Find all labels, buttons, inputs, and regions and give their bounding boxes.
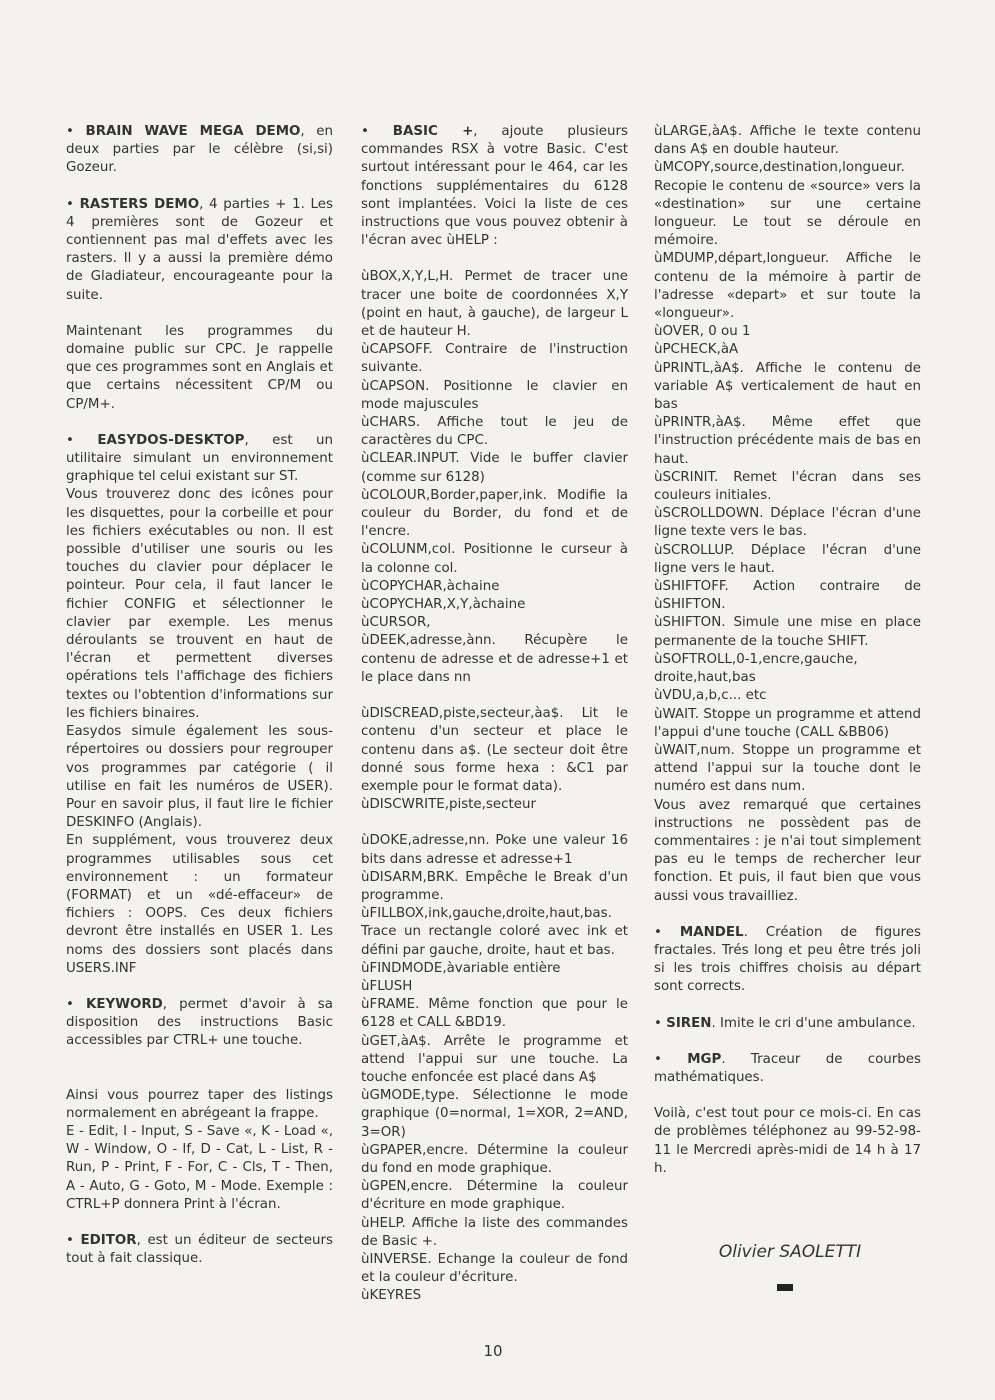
rsx-entry: ùFRAME. Même fonction que pour le 6128 et CALL &BD19. — [361, 997, 628, 1031]
item-text: , est un éditeur de secteurs tout à fait classique. — [66, 1232, 333, 1267]
rsx-entry: ùSHIFTON. Simule une mise en place permanente de la touche SHIFT. — [654, 615, 921, 649]
rsx-entry: ùPCHECK,àA — [654, 342, 739, 358]
rsx-entry: ùFILLBOX,ink,gauche,droite,haut,bas. Trace un rectangle coloré avec ink et défini par gauche, droite, haut et bas. — [361, 906, 628, 958]
paragraph-editor — [66, 1232, 333, 1268]
paragraph-commentaires: Vous avez remarqué que certaines instructions ne possèdent pas de commentaires : je n'ai tout simplement pas eu le temps de rechercher leur fonction. Et puis, il faut bien que vous aussi vous travailliez. — [654, 797, 921, 904]
paragraph-keyword-3: E - Edit, I - Input, S - Save «, K - Load «, W - Window, O - If, D - Cat, L - List, R - Run, P - Print, F - For, C - Cls, T - Then, A - Auto, G - Goto, M - Mode. Exemple : CTRL+P donnera Print à l'écran. — [66, 1123, 333, 1212]
rsx-entry: ùWAIT. Stoppe un programme et attend l'appui d'une touche (CALL &BB06) — [654, 706, 921, 740]
item-title: MANDEL — [679, 924, 744, 940]
rsx-entry: ùBOX,X,Y,L,H. Permet de tracer une tracer une boite de coordonnées X,Y (point en haut, à gauche), de largeur L et de hauteur H. — [361, 269, 628, 340]
paragraph-rasters — [66, 196, 333, 305]
rsx-entry: ùCLEAR.INPUT. Vide le buffer clavier (comme sur 6128) — [361, 451, 628, 485]
rsx-entry: ùCOLUNM,col. Positionne le curseur à la colonne col. — [361, 542, 628, 576]
rsx-entry: ùGPAPER,encre. Détermine la couleur du fond en mode graphique. — [361, 1142, 628, 1176]
paragraph-easydos-2: Vous trouverez donc des icônes pour les disquettes, pour la corbeille et pour les fichiers exécutables ou non. Il est possible d'utiliser une souris ou les touches du clavier pour déplacer le pointeur. Pour cela, il faut lancer le fichier CONFIG et sélectionner le clavier par exemple. Les menus déroulants se trouvent en haut de l'écran et permettent diverses opérations tels l'affichage des fichiers textes ou l'obtention d'informations sur les fichiers binaires. — [66, 487, 333, 721]
paragraph-easydos-3: Easydos simule également les sous-répertoires ou dossiers pour regrouper vos programmes par catégorie ( il utilise en fait les numéros de USER). Pour en savoir plus, il faut lire le fichier DESKINFO (Anglais). — [66, 724, 333, 831]
rsx-entry: ùGPEN,encre. Détermine la couleur d'écriture en mode graphique. — [361, 1179, 628, 1213]
paragraph-basic-plus — [361, 123, 628, 250]
bullet: • — [66, 996, 74, 1012]
rsx-entry: ùCOPYCHAR,àchaine — [361, 578, 500, 594]
paragraph-siren — [654, 1015, 921, 1033]
bullet: • — [361, 124, 369, 139]
column-3 — [654, 123, 921, 1178]
rsx-entry: ùCAPSON. Positionne le clavier en mode majuscules — [361, 378, 628, 412]
page-number: 10 — [483, 1342, 503, 1360]
paragraph-mgp — [654, 1051, 921, 1087]
item-title: EASYDOS-DESKTOP — [97, 432, 245, 448]
rsx-entry: ùGET,àA$. Arrête le programme et attend l'appui sur une touche. La touche enfoncée est placé dans A$ — [361, 1033, 628, 1085]
rsx-entry: ùSOFTROLL,0-1,encre,gauche, droite,haut,bas — [654, 651, 858, 686]
rsx-entry: ùCURSOR, — [361, 615, 431, 631]
item-text: . Imite le cri d'une ambulance. — [711, 1015, 916, 1031]
rsx-entry: ùSCROLLDOWN. Déplace l'écran d'une ligne texte vers le bas. — [654, 506, 921, 540]
rsx-entry: ùDOKE,adresse,nn. Poke une valeur 16 bits dans adresse et adresse+1 — [361, 833, 628, 867]
rsx-entry: ùCOPYCHAR,X,Y,àchaine — [361, 597, 526, 613]
rsx-entry: ùCHARS. Affiche tout le jeu de caractères du CPC. — [361, 415, 628, 449]
end-of-article-mark — [777, 1284, 793, 1291]
bullet: • — [66, 432, 74, 448]
paragraph-keyword — [66, 996, 333, 1051]
rsx-entry: ùPRINTR,àA$. Même effet que l'instruction précédente mais de bas en haut. — [654, 415, 921, 467]
rsx-entry: ùSHIFTOFF. Action contraire de ùSHIFTON. — [654, 579, 921, 613]
rsx-entry: ùGMODE,type. Sélectionne le mode graphique (0=normal, 1=XOR, 2=AND, 3=OR) — [361, 1088, 628, 1140]
rsx-entry: ùFINDMODE,àvariable entière — [361, 960, 561, 976]
column-2 — [361, 123, 628, 1306]
rsx-entry: ùMCOPY,source,destination,longueur. Recopie le contenu de «source» vers la «destination» sur une certaine longueur. Le tout se déroule en mémoire. — [654, 160, 921, 249]
rsx-entry: ùDISCWRITE,piste,secteur — [361, 797, 536, 813]
paragraph-easydos — [66, 432, 333, 487]
bullet: • — [66, 196, 74, 212]
rsx-entry: ùFLUSH — [361, 978, 413, 994]
rsx-entry: ùWAIT,num. Stoppe un programme et attend l'appui sur la touche dont le numéro est dans num. — [654, 742, 921, 795]
rsx-entry: ùMDUMP,départ,longueur. Affiche le contenu de la mémoire à partir de l'adresse «depart» et sur toute la «longueur». — [654, 251, 921, 322]
rsx-entry: ùCAPSOFF. Contraire de l'instruction suivante. — [361, 342, 628, 376]
item-text: , ajoute plusieurs commandes RSX à votre Basic. C'est surtout intéressant pour le 464, car les fonctions supplémentaires du 6128 sont implantées. Voici la liste de ces instructions que vous pouvez obtenir à l'écran avec ùHELP : — [361, 124, 628, 249]
item-text: . Traceur de courbes mathématiques. — [654, 1051, 921, 1085]
bullet: • — [654, 924, 662, 940]
rsx-entry: ùSCROLLUP. Déplace l'écran d'une ligne vers le haut. — [654, 542, 921, 576]
rsx-entry: ùPRINTL,àA$. Affiche le contenu de variable A$ verticalement de haut en bas — [654, 360, 921, 413]
rsx-entry: ùVDU,a,b,c... etc — [654, 688, 767, 704]
rsx-entry: ùDISCREAD,piste,secteur,àa$. Lit le contenu d'un secteur et place le contenu dans a$. (Le secteur doit être donné sous forme hexa : &C1 par exemple pour le format data). — [361, 706, 628, 794]
bullet: • — [654, 1051, 662, 1067]
item-text: , en deux parties par le célèbre (si,si) Gozeur. — [66, 124, 333, 176]
bullet: • — [66, 1232, 74, 1248]
paragraph-intro-domaine-public: Maintenant les programmes du domaine public sur CPC. Je rappelle que ces programmes sont en Anglais et que certains nécessitent CP/M ou CP/M+. — [66, 323, 333, 412]
paragraph-mandel — [654, 924, 921, 997]
bullet: • — [66, 124, 74, 139]
paragraph-keyword-2: Ainsi vous pourrez taper des listings normalement en abrégeant la frappe. — [66, 1087, 333, 1121]
rsx-entry: ùINVERSE. Echange la couleur de fond et la couleur d'écriture. — [361, 1251, 628, 1286]
paragraph-brain-wave — [66, 123, 333, 178]
author-signature: Olivier SAOLETTI — [718, 1242, 862, 1262]
item-text: , 4 parties + 1. Les 4 premières sont de Gozeur et contiennent pas mal d'effets avec les rasters. Il y a aussi la première démo de Gladiateur, encourageante pour la suite. — [66, 196, 333, 303]
rsx-entry: ùDEEK,adresse,ànn. Récupère le contenu de adresse et de adresse+1 et le place dans nn — [361, 633, 628, 685]
paragraph-easydos-4: En supplément, vous trouverez deux programmes utilisables sous cet environnement : un formateur (FORMAT) et un «dé-effaceur» de fichiers : OOPS. Ces deux fichiers devront être installés en USER 1. Les noms des dossiers sont placés dans USERS.INF — [66, 833, 333, 976]
item-title: MGP — [687, 1051, 722, 1067]
item-title: RASTERS DEMO — [79, 196, 200, 212]
item-title: EDITOR — [80, 1232, 137, 1248]
item-title: BRAIN WAVE MEGA DEMO — [85, 124, 301, 139]
bullet: • — [654, 1015, 662, 1031]
column-1 — [66, 123, 333, 1268]
paragraph-contact: Voilà, c'est tout pour ce mois-ci. En cas de problèmes téléphonez au 99-52-98-11 le Mercredi après-midi de 14 h à 17 h. — [654, 1106, 921, 1176]
rsx-entry: ùSCRINIT. Remet l'écran dans ses couleurs initiales. — [654, 469, 921, 504]
rsx-entry: ùHELP. Affiche la liste des commandes de Basic +. — [361, 1215, 628, 1249]
rsx-entry: ùKEYRES — [361, 1288, 422, 1304]
item-text: , permet d'avoir à sa disposition des instructions Basic accessibles par CTRL+ une touche. — [66, 996, 333, 1049]
rsx-entry: ùLARGE,àA$. Affiche le texte contenu dans A$ en double hauteur. — [654, 124, 921, 158]
rsx-entry: ùOVER, 0 ou 1 — [654, 324, 751, 340]
item-text: , est un utilitaire simulant un environnement graphique tel celui existant sur ST. — [66, 432, 333, 485]
rsx-entry: ùCOLOUR,Border,paper,ink. Modifie la couleur du Border, du fond et de l'encre. — [361, 487, 628, 540]
item-text: . Création de figures fractales. Trés long et peu être trés joli si les trois chiffres choisis au départ sont corrects. — [654, 924, 921, 995]
rsx-entry: ùDISARM,BRK. Empêche le Break d'un programme. — [361, 869, 628, 903]
item-title: SIREN — [666, 1015, 712, 1031]
item-title: KEYWORD — [85, 996, 163, 1012]
item-title: BASIC + — [392, 124, 474, 139]
